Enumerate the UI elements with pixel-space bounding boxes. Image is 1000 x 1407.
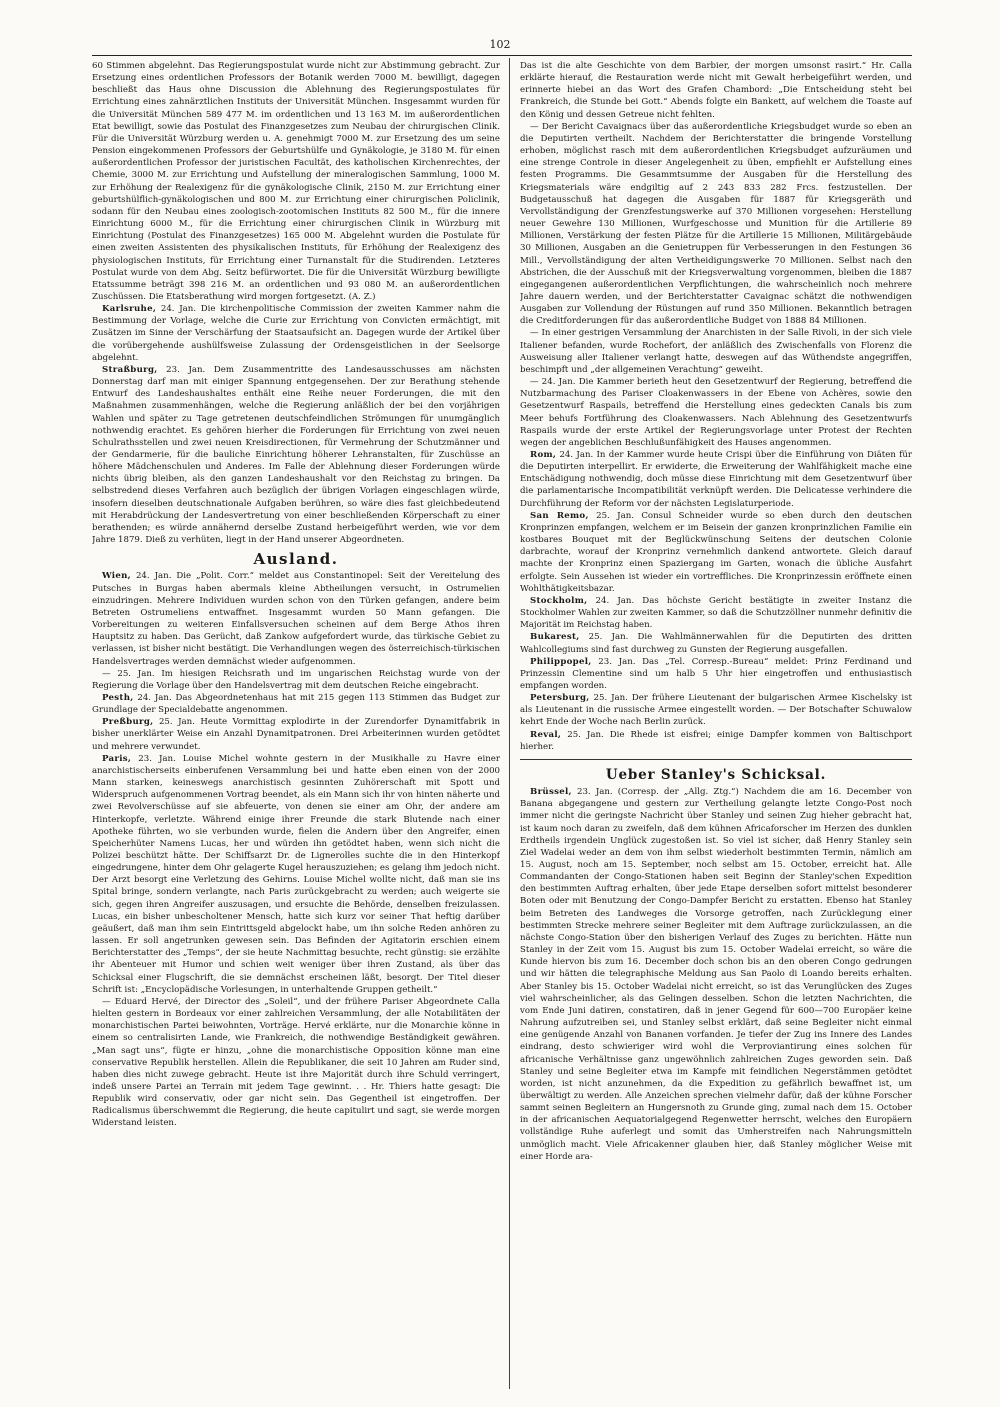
article-rom (520, 449, 912, 510)
article-text: 23. Jan. Das „Tel. Corresp.-Bureau“ meldet: Prinz Ferdinand und Prinzessin Clementine sind um halb 5 Uhr hier eingetroffen und enthusiastisch empfangen worden. (520, 656, 912, 691)
dateline-place: Philippopel, (530, 656, 592, 667)
article-text: 25. Jan. Der frühere Lieutenant der bulgarischen Armee Kischelsky ist als Lieutenant in die russische Armee eingestellt worden. — Der Botschafter Schuwalow kehrt Ende der Woche nach Berlin zurück. (520, 693, 912, 728)
dateline-place: Petersburg, (530, 693, 590, 704)
dateline-place: Bukarest, (530, 632, 580, 643)
column-divider (509, 58, 510, 1389)
article-text: 25. Jan. Consul Schneider wurde so eben durch den deutschen Kronprinzen empfangen, welchem er im Beisein der ganzen kronprinzlichen Familie ein kostbares Bouquet mit der Beglückwünschung Seitens der deutschen Colonie darbrachte, worauf der Kronprinz vernehmlich dankend antwortete. Gleich darauf machte der Kronprinz einen Spaziergang im Garten, wonach die übliche Ausfahrt erfolgte. Sein Aussehen ist wieder ein vortreffliches. Die Kronprinzessin eröffnete einen Wohlthätigkeitsbazar. (520, 510, 912, 594)
section-heading-ausland: Ausland. (253, 550, 339, 569)
article-wien-followup: — 25. Jan. Im hiesigen Reichsrath und im ungarischen Reichstag wurde von der Regierung die Vorlage über den Handelsvertrag mit dem deutschen Reiche eingebracht. (92, 668, 500, 691)
article-reval (520, 729, 912, 753)
article-text: 24. Jan. Die „Polit. Corr.“ meldet aus Constantinopel: Seit der Vereitelung des Putsches in Burgas haben abermals kleine Abtheilungen versucht, in Ostrumelien einzudringen. Mehrere Individuen wurden schon von den Türken gefangen, andere beim Betreten Ostrumeliens entwaffnet. Insgesammt wurden 50 Mann gefangen. Die Vorbereitungen zu weiteren Einfallsversuchen scheinen auf dem Berge Athos ihren Hauptsitz zu haben. Das Gerücht, daß Zankow aufgefordert wurde, das türkische Gebiet zu verlassen, ist bisher nicht bestätigt. Die Verhandlungen wegen des österreichisch-türkischen Handelsvertrages werden demnächst wieder aufgenommen. (92, 571, 500, 667)
article-text: 24. Jan. Das Abgeordnetenhaus hat mit 215 gegen 113 Stimmen das Budget zur Grundlage der Specialdebatte angenommen. (92, 692, 500, 716)
article-wien (92, 570, 500, 667)
article-text: 23. Jan. (Corresp. der „Allg. Ztg.“) Nachdem die am 16. December von Banana abgegangene und gestern zur Vertheilung gelangte letzte Congo-Post noch immer nicht die geringste Nachricht über Stanley und seinen Zug hieher gebracht hat, ist kaum noch daran zu zweifeln, daß dem kühnen Africaforscher im Herzen des dunklen Erdtheils irgendein Unglück zugestoßen ist. So viel ist sicher, daß Henry Stanley sein Ziel Wadelai weder an dem von ihm selbst wiederholt bestimmten Termin, nämlich am 15. August, noch am 15. September, noch selbst am 15. October, erreicht hat. Alle Commandanten der Congo-Stationen haben seit Beginn der Stanley'schen Expedition den bestimmten Auftrag erhalten, über jede Etape derselben sofort mittelst besonderer Boten oder mit Benutzung der Congo-Dampfer Bericht zu erstatten. Ebenso hat Stanley beim Betreten des Landweges die Vorsorge getroffen, nach Zurücklegung einer bestimmten Strecke mehrere seiner Begleiter mit dem Auftrage zurückzulassen, an die nächste Congo-Station über den bisherigen Verlauf des Zuges zu berichten. Hätte nun Stanley in der Zeit vom 15. August bis zum 15. October Wadelai erreicht, so wäre die Kunde hiervon bis zum 16. December doch schon bis an den oberen Congo gedrungen und wir hätten die telegraphische Meldung aus San Paolo di Loando bereits erhalten. Aber Stanley bis 15. October Wadelai nicht erreicht, so ist das Verunglücken des Zuges viel wahrscheinlicher, als das Gelingen desselben. Schon die letzten Nachrichten, die vom Ende Juni datiren, constatiren, daß in jener Gegend für 600—700 Europäer keine Nahrung aufzutreiben sei, und Stanley selbst erklärt, daß seine Begleiter nicht einmal eine genügende Anzahl von Bananen vorfanden. Je tiefer der Zug ins Innere des Landes eindrang, desto schwieriger wird wohl die Verproviantirung eines solchen für africanische Verhältnisse ganz ungewöhnlich zahlreichen Zuges geworden sein. Daß Stanley und seine Begleiter etwa im Kampfe mit feindlichen Negerstämmen getödtet worden, ist nicht anzunehmen, da die Expedition zu gefährlich bewaffnet ist, um überwältigt zu werden. Alle Anzeichen sprechen vielmehr dafür, daß der kühne Forscher sammt seinen Begleitern an Hungersnoth zu Grunde ging, zumal nach dem 15. October in der africanischen Aequatorialgegend Regenwetter herrscht, welches den Europäern vollständige Ruhe auferlegt und somit das Umherstreifen nach Nahrungsmitteln unmöglich macht. Viele Africakenner glauben hier, daß Stanley möglicher Weise mit einer Horde ara- (520, 787, 912, 1162)
article-text: 25. Jan. Die Rhede ist eisfrei; einige Dampfer kommen von Baltischport hierher. (520, 729, 912, 752)
dateline-place: Preßburg, (102, 717, 154, 728)
left-column (92, 60, 500, 1389)
story-heading-stanley: Ueber Stanley's Schicksal. (605, 766, 827, 783)
dateline-place: Rom, (530, 450, 557, 460)
article-text: 23. Jan. Louise Michel wohnte gestern in der Musikhalle zu Havre einer anarchistischerseits einberufenen Versammlung bei und hatte eben einen von der 2000 Mann starken, keineswegs anarchistisch gesinnten Zuhörerschaft mit Spott und Widerspruch aufgenommenen Vortrag beendet, als ein Mann sich ihr von hinten näherte und zwei Revolverschüsse auf sie abfeuerte, von denen sie einer am Ohr, der andere am Hinterkopfe, verletzte. Während einige ihrer Freunde die stark Blutende nach einer Apotheke führten, wo sie verbunden wurde, fielen die Andern über den Angreifer, einen Speicherhüter Namens Lucas, her und würden ihn getödtet haben, wenn sich nicht die Polizei beschützt hätte. Der Schiffsarzt Dr. de Lignerolles suchte die in den Hinterkopf eingedrungene, hinter dem Ohr gelagerte Kugel herauszuziehen; es gelang ihm jedoch nicht. Der Arzt besorgt eine Verletzung des Gehirns. Louise Michel wollte nicht, daß man sie ins Spital bringe, sondern verlangte, nach Paris zurückgebracht zu werden; auch weigerte sie sich, gegen ihren Angreifer auszusagen, und ersuchte die Behörde, denselben freizulassen. Lucas, ein bisher unbescholtener Mensch, hatte sich kurz vor seiner That heftig darüber geäußert, daß man ihm sein Eintrittsgeld abgelockt habe, um ihn solche Reden anhören zu lassen. Er soll angetrunken gewesen sein. Das Befinden der Agitatorin erschien einem Berichterstatter des „Temps“, der sie heute Nachmittag besuchte, recht günstig: sie erzählte ihr Abenteuer mit Humor und schien weit weniger über ihren Zustand, als über das Schicksal einer Flugschrift, die sie demnächst erscheinen läßt, besorgt. Der Titel dieser Schrift ist: „Encyclopädische Vorlesungen, in unterhaltende Gruppen getheilt.“ (92, 753, 500, 995)
article-text: 23. Jan. Dem Zusammentritte des Landesausschusses am nächsten Donnerstag darf man mit einiger Spannung entgegensehen. Der zur Berathung stehende Entwurf des Landeshaushaltes enthält eine Reihe neuer Forderungen, die mit den Maßnahmen zusammenhängen, welche die Regierung anläßlich der bei den vorjährigen Wahlen und später zu Tage getretenen deutschfeindlichen Strömungen für unumgänglich nothwendig erachtet. Es gehören hierher die Forderungen für Errichtung von zwei neuen Schulrathsstellen und zwei neuen Kreisdirectionen, für Vermehrung der Schutzmänner und der Gendarmerie, für die bauliche Einrichtung höherer Lehranstalten, für Zuschüsse an höhere Mädchenschulen und Anderes. Im Falle der Ablehnung dieser Forderungen würde nichts übrig bleiben, als den ganzen Landeshaushalt vor den Reichstag zu bringen. Da selbstredend dieses Verfahren auch bezüglich der übrigen Vorlagen eingeschlagen würde, insofern dieselben deutschnationale Aufgaben berühren, so wäre dies fast gleichbedeutend mit Herabdrückung der Landesvertretung von einer beschließenden Körperschaft zu einer berathenden; es würde annähernd derselbe Zustand herbeigeführt werden, wie vor dem Jahre 1879. Dieß zu verhüten, liegt in der Hand unserer Abgeordneten. (92, 364, 500, 546)
article-karlsruhe (92, 303, 500, 364)
article-bukarest (520, 631, 912, 655)
dateline-place: Stockholm, (530, 595, 588, 606)
dateline-place: Straßburg, (102, 364, 158, 375)
article-paris-anarchists: — In einer gestrigen Versammlung der Anarchisten in der Salle Rivoli, in der sich viele Italiener befanden, wurde Rochefort, der anläßlich des Zwischenfalls von Florenz die Ausweisung aller Italiener verlangt hatte, deswegen auf das Wüthendste angegriffen, beschimpft und „der allgemeinen Verachtung“ geweiht. (520, 328, 912, 375)
article-paris-war-budget: — Der Bericht Cavaignacs über das außerordentliche Kriegsbudget wurde so eben an die Deputirten vertheilt. Nachdem der Berichterstatter die bringende Vorstellung erhoben, möglichst rasch mit dem außerordentlichen Kriegsbudget aufzuräumen und eine strenge Controle in dieser Angelegenheit zu üben, empfiehlt er Aufstellung eines festen Programms. Die Gesammtsumme der Ausgaben für die Herstellung des Kriegsmaterials wäre endgiltig auf 2 243 833 282 Frcs. festzustellen. Der Budgetausschuß hat dagegen die Ausgaben für 1887 für Kriegsgeräth und Vervollständigung der Grenzfestungswerke auf 370 Millionen vorgesehen: Herstellung neuer Gewehre 130 Millionen, Wurfgeschosse und Munition für die Artillerie 89 Millionen, Verstärkung der festen Plätze für die Artillerie 15 Millionen, Militärgebäude 30 Millionen, Ausgaben an die Genietruppen für Verbesserungen in den Festungen 36 Mill., Vervollständigung der alten Vertheidigungswerke 70 Millionen. Selbst nach den Abstrichen, die der Ausschuß mit der Kriegsverwaltung vorgenommen, bleiben die 1887 eingegangenen außerordentlichen Verpflichtungen, die wahrscheinlich noch mehrere Jahre dauern werden, und der Berichterstatter Cavaignac schätzt die nothwendigen Ausgaben zur Vollendung der Rüstungen auf rund 350 Millionen. Bekanntlich betragen die Creditforderungen für das außerordentliche Budget von 1888 84 Millionen. (520, 121, 912, 327)
article-paris-chamber: — 24. Jan. Die Kammer berieth heut den Gesetzentwurf der Regierung, betreffend die Nutzbarmachung des Pariser Cloakenwassers in der Ebene von Achères, sowie den Gesetzentwurf Raspails, betreffend die Herstellung eines gedeckten Canals bis zum Meer behufs Fortführung des Cloakenwassers. Nach Ablehnung des Gesetzentwurfs Raspails wurde der erste Artikel der Regierungsvorlage unter Protest der Rechten wegen der angeblichen Beschlußunfähigkeit des Hauses angenommen. (520, 377, 912, 448)
article-text: 25. Jan. Die Wahlmännerwahlen für die Deputirten des dritten Wahlcollegiums sind fast durchweg zu Gunsten der Regierung ausgefallen. (520, 632, 912, 655)
article-san-remo (520, 510, 912, 595)
article-philippopel (520, 656, 912, 692)
article-petersburg (520, 692, 912, 728)
dateline-place: Karlsruhe, (102, 304, 157, 315)
article-text: 24. Jan. Das höchste Gericht bestätigte in zweiter Instanz die Stockholmer Wahlen zur zweiten Kammer, so daß die Schutzzöllner nunmehr definitiv die Majorität im Reichstag haben. (520, 595, 912, 631)
article-text: 24. Jan. Die kirchenpolitische Commission der zweiten Kammer nahm die Bestimmung der Vorlage, welche die Curie zur Errichtung von Convicten ermächtigt, mit Zusätzen im Sinne der Verschärfung der Staatsaufsicht an. Dagegen wurde der Artikel über die vorübergehende aushülfsweise Zulassung der Ordensgeistlichen in der Seelsorge abgelehnt. (92, 304, 500, 363)
article-paris-herve: — Eduard Hervé, der Director des „Soleil“, und der frühere Pariser Abgeordnete Calla hielten gestern in Bordeaux vor einer zahlreichen Versammlung, der alle Notabilitäten der monarchistischen Partei beiwohnten, Vorträge. Hervé erklärte, nur die Monarchie könne in einem so centralisirten Lande, wie Frankreich, die nothwendige Beständigkeit gewähren. „Man sagt uns“, fügte er hinzu, „ohne die monarchistische Opposition könne man eine conservative Republik herstellen. Allein die Republikaner, die seit 10 Jahren am Ruder sind, haben dies nicht zuwege gebracht. Heute ist ihre Majorität durch ihre Schuld verringert, indeß unsere Partei an Terrain mit jedem Tage gewinnt. . . Hr. Thiers hatte gesagt: Die Republik wird conservativ, oder gar nicht sein. Das Gegentheil ist eingetroffen. Der Radicalismus überschwemmt die Regierung, die heute capitulirt und sagt, sie werde morgen Widerstand leisten. (92, 996, 500, 1129)
dateline-place: Pesth, (102, 692, 134, 703)
dateline-place: Wien, (102, 571, 131, 582)
article-strassburg (92, 364, 500, 546)
header-rule (92, 55, 912, 56)
article-paris (92, 753, 500, 996)
page-number: 102 (489, 38, 511, 51)
right-column (520, 60, 912, 1389)
article-stockholm (520, 595, 912, 631)
article-paris-continued: Das ist die alte Geschichte von dem Barbier, der morgen umsonst rasirt.“ Hr. Calla erklärte hierauf, die Restauration werde nicht mit Gewalt herbeigeführt werden, und erinnerte hiebei an das Wort des Grafen Chambord: „Die Entscheidung steht bei Frankreich, die Stunde bei Gott.“ Abends folgte ein Bankett, auf welchem die Toaste auf den König und dessen Getreue nicht fehlten. (520, 61, 912, 120)
article-text: 25. Jan. Heute Vormittag explodirte in der Zurendorfer Dynamitfabrik in bisher unerklärter Weise ein Anzahl Dynamitpatronen. Drei Arbeiterinnen wurden getödtet und mehrere verwundet. (92, 717, 500, 752)
section-separator (520, 759, 912, 760)
dateline-place: Brüssel, (530, 787, 572, 798)
dateline-place: San Remo, (530, 510, 589, 521)
dateline-place: Paris, (102, 753, 132, 764)
article-text: 24. Jan. In der Kammer wurde heute Crispi über die Einführung von Diäten für die Deputirten interpellirt. Er erwiderte, die Erweiterung der Wahlfähigkeit mache eine Entschädigung nothwendig, doch müsse diese Einrichtung mit dem Gesetzentwurf über die parlamentarische Incompatibilität verknüpft werden. Die Delicatesse verhindere die Durchführung der Reform vor der nächsten Legislaturperiode. (520, 450, 912, 509)
dateline-place: Reval, (530, 729, 562, 740)
article-pesth (92, 692, 500, 716)
article-bavaria-budget: 60 Stimmen abgelehnt. Das Regierungspostulat wurde nicht zur Abstimmung gebracht. Zur Ersetzung eines ordentlichen Professors der Botanik werden 7000 M. bewilligt, dagegen beschließt das Haus ohne Discussion die Ablehnung des Regierungspostulates für Errichtung eines zahnärztlichen Instituts der Universität München. Insgesammt wurden für die Universität München 589 477 M. im ordentlichen und 13 163 M. im außerordentlichen Etat bewilligt, sowie das Postulat des Finanzgesetzes zum Neubau der chirurgischen Clinik. Für die Universität Würzburg werden u. A. genehmigt 7000 M. zur Ersetzung des um seine Pension eingekommenen Professors der Geburtshülfe und Gynäkologie, je 3180 M. für einen außerordentlichen Professor der juristischen Facultät, des katholischen Kirchenrechtes, der Chemie, 3000 M. zur Errichtung und Aufstellung der mineralogischen Sammlung, 1000 M. zur Erhöhung der Realexigenz für die gynäkologische Clinik, 2150 M. zur Errichtung einer geburtshülflich-gynäkologischen und 800 M. zur Errichtung einer chirurgischen Policlinik, sodann für den Neubau eines zoologisch-zootomischen Instituts 82 500 M., für die innere Einrichtung 6000 M., für die Errichtung einer chirurgischen Clinik in Würzburg mit Einrichtung (Postulat des Finanzgesetzes) 165 000 M. Abgelehnt wurden die Postulate für einen zweiten Assistenten des physikalischen Instituts, für Erhöhung der Realexigenz des physiologischen Instituts, für Errichtung einer Turnanstalt für die Studirenden. Letzteres Postulat wurde von dem Abg. Seitz befürwortet. Die für die Universität Würzburg bewilligte Etatssumme beträgt 398 216 M. an ordentlichen und 93 080 M. an außerordentlichen Zuschüssen. Die Etatsberathung wird morgen fortgesetzt. (A. Z.) (92, 61, 500, 302)
article-pressburg (92, 716, 500, 752)
article-bruessel-stanley (520, 786, 912, 1163)
